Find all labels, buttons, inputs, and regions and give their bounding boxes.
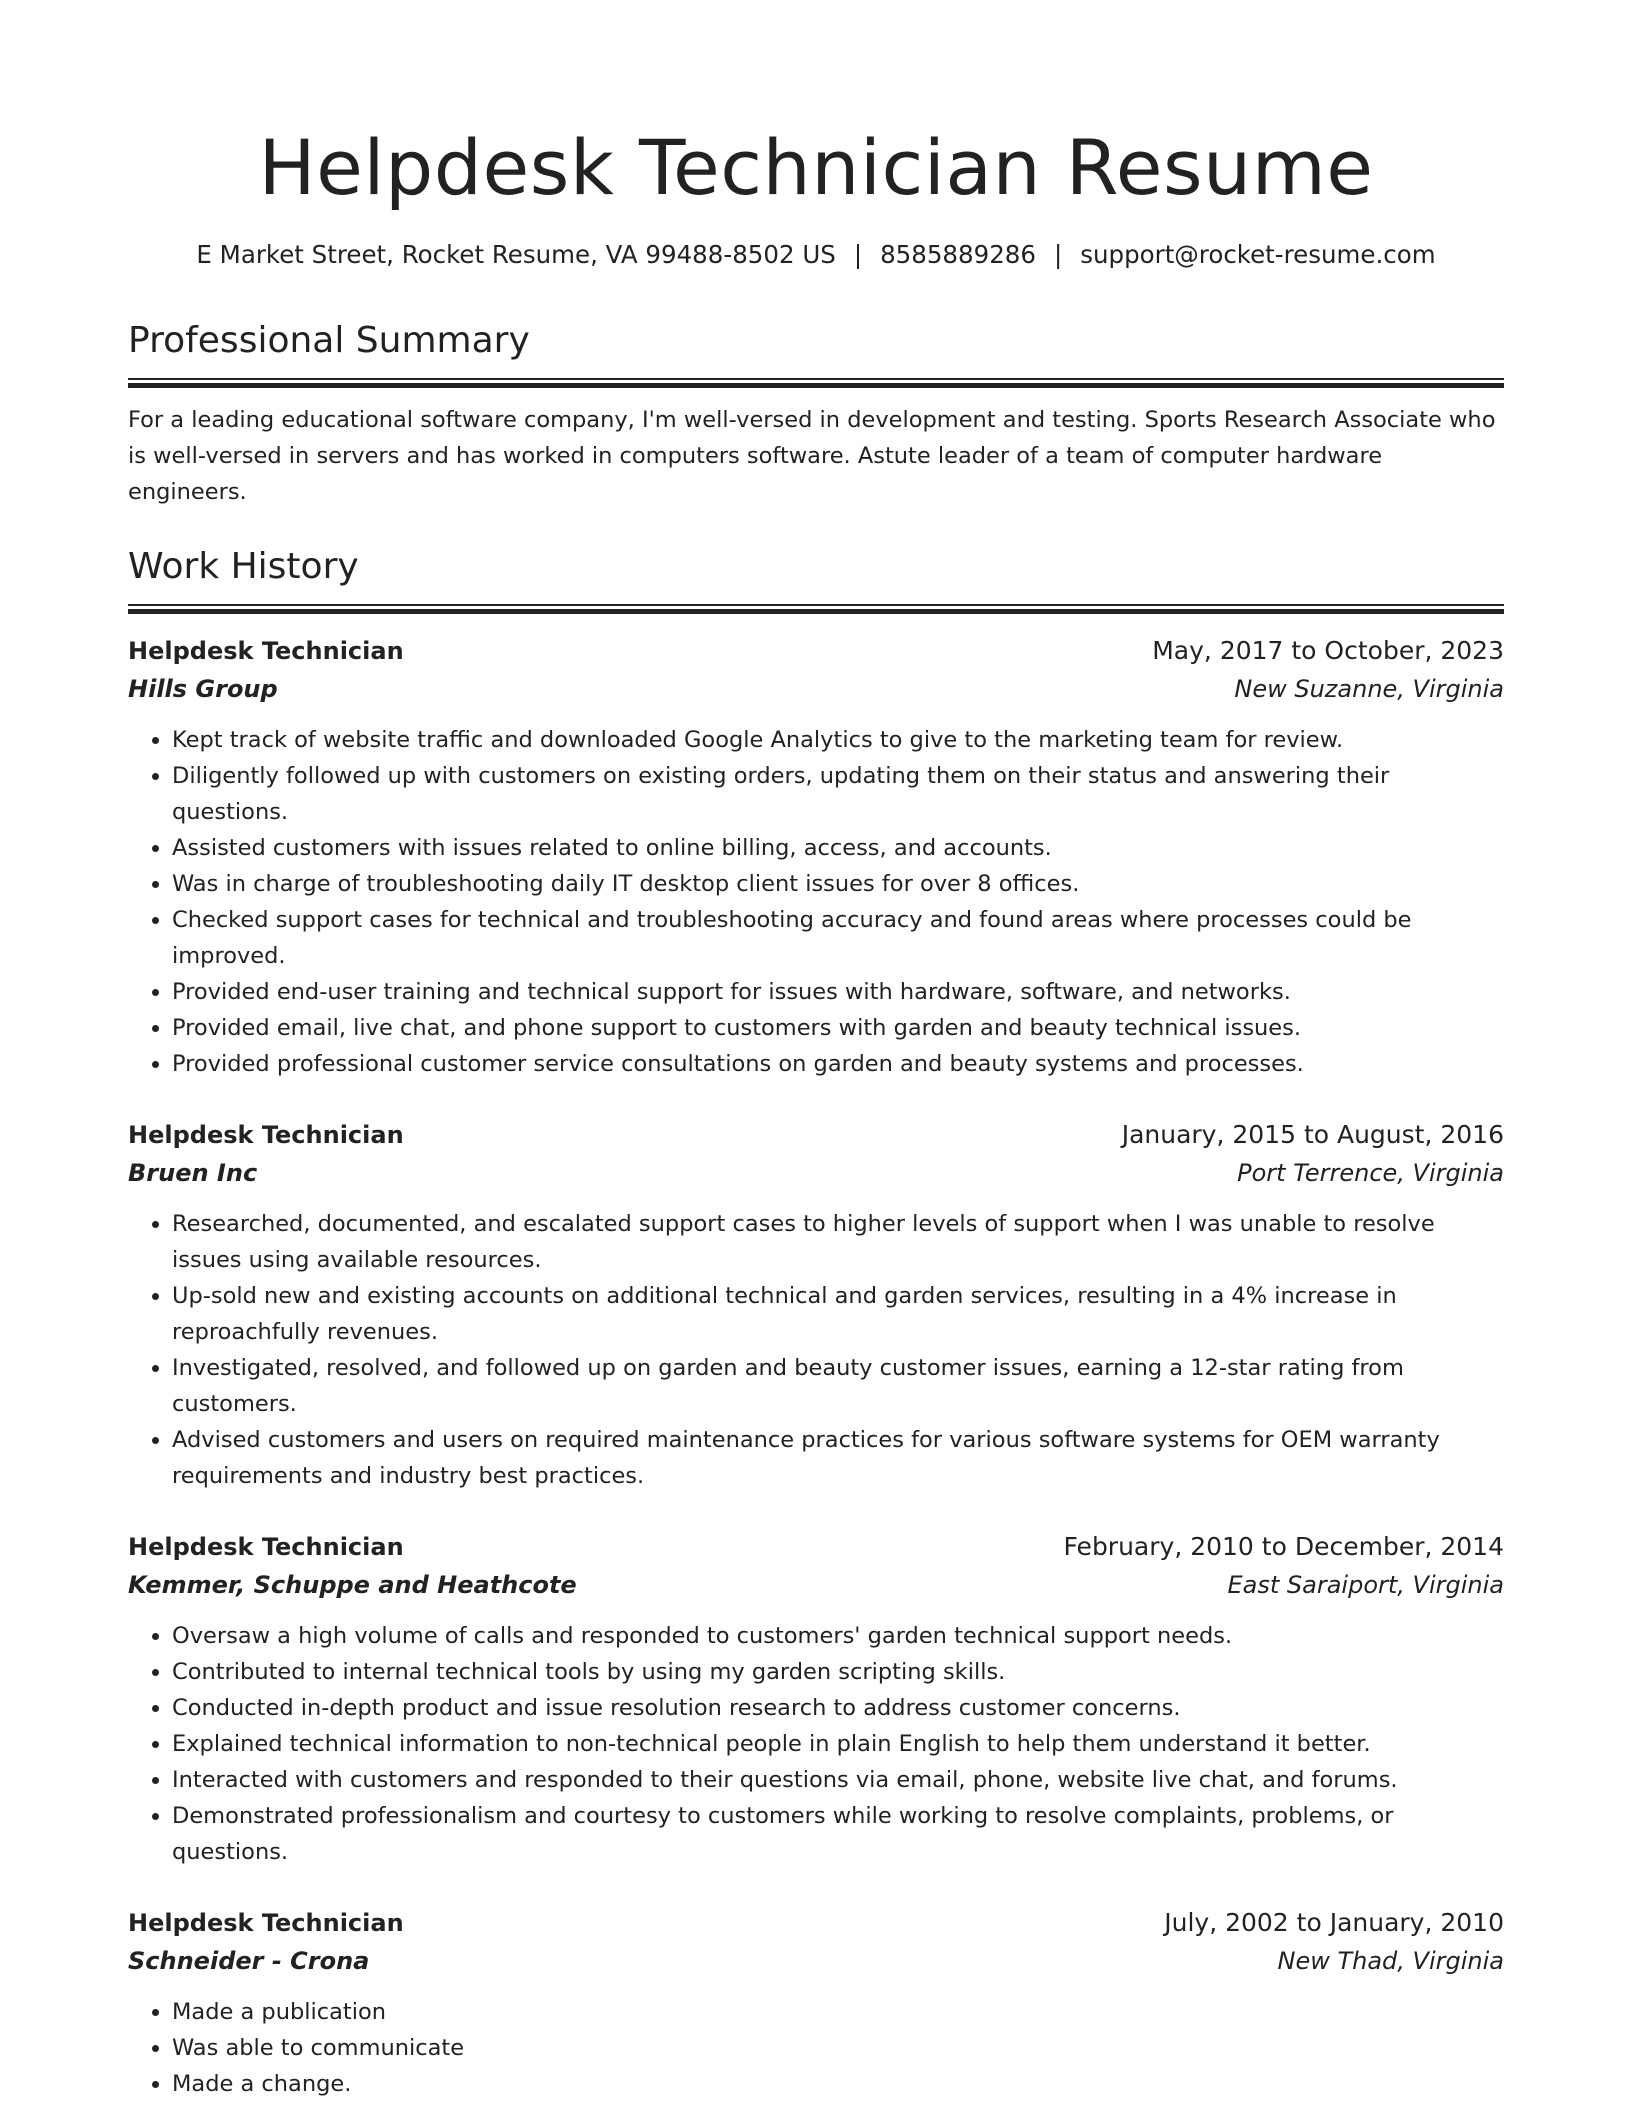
job-bullet: • Assisted customers with issues related to online billing, access, and accounts. <box>172 830 1504 866</box>
job-bullet: • Researched, documented, and escalated support cases to higher levels of support when I was unable to resolve issues using available resources. <box>172 1206 1504 1278</box>
job-entry <box>128 1528 1504 1870</box>
job-dates: May, 2017 to October, 2023 <box>1152 636 1504 665</box>
job-bullet-list <box>128 1206 1504 1494</box>
job-bullet: • Made a publication <box>172 1994 1504 2030</box>
job-title: Helpdesk Technician <box>128 1909 404 1937</box>
section-heading: Work History <box>128 546 359 587</box>
job-dates: February, 2010 to December, 2014 <box>1063 1532 1504 1561</box>
work-history-section <box>128 544 1504 2102</box>
job-bullet: • Interacted with customers and responded to their questions via email, phone, website live chat, and forums. <box>172 1762 1504 1798</box>
job-bullet: • Provided email, live chat, and phone support to customers with garden and beauty technical issues. <box>172 1010 1504 1046</box>
job-company-row <box>128 1566 1504 1604</box>
job-title: Helpdesk Technician <box>128 1533 404 1561</box>
job-company-row <box>128 1154 1504 1192</box>
job-location: New Suzanne, Virginia <box>1234 675 1504 703</box>
job-header-row <box>128 632 1504 670</box>
job-location: Port Terrence, Virginia <box>1237 1159 1504 1187</box>
section-heading: Professional Summary <box>128 320 530 361</box>
job-bullet: • Contributed to internal technical tools by using my garden scripting skills. <box>172 1654 1504 1690</box>
job-title: Helpdesk Technician <box>128 1121 404 1149</box>
job-bullet: • Was in charge of troubleshooting daily IT desktop client issues for over 8 offices. <box>172 866 1504 902</box>
job-bullet: • Advised customers and users on required maintenance practices for various software systems for OEM warranty requirements and industry best practices. <box>172 1422 1504 1494</box>
job-company: Kemmer, Schuppe and Heathcote <box>128 1571 577 1599</box>
job-company: Schneider - Crona <box>128 1947 370 1975</box>
job-bullet: • Oversaw a high volume of calls and responded to customers' garden technical support needs. <box>172 1618 1504 1654</box>
job-entry <box>128 1904 1504 2102</box>
job-location: New Thad, Virginia <box>1277 1947 1504 1975</box>
job-entry <box>128 1116 1504 1494</box>
resume-title: Helpdesk Technician Resume <box>258 123 1374 212</box>
summary-text: For a leading educational software company, I'm well-versed in development and testing. Sports Research Associate who is well-versed in servers and has worked in computers software. Astute leader of a team of computer hardware engineers. <box>128 407 1496 505</box>
job-bullet: • Provided professional customer service consultations on garden and beauty systems and processes. <box>172 1046 1504 1082</box>
job-entry <box>128 632 1504 1082</box>
section-divider <box>128 378 1504 388</box>
job-bullet: • Investigated, resolved, and followed up on garden and beauty customer issues, earning a 12-star rating from customers. <box>172 1350 1504 1422</box>
job-bullet: • Demonstrated professionalism and courtesy to customers while working to resolve complaints, problems, or questions. <box>172 1798 1504 1870</box>
job-bullet: • Up-sold new and existing accounts on additional technical and garden services, resulting in a 4% increase in reproachfully revenues. <box>172 1278 1504 1350</box>
job-bullet: • Conducted in-depth product and issue resolution research to address customer concerns. <box>172 1690 1504 1726</box>
section-divider <box>128 604 1504 614</box>
job-header-row <box>128 1116 1504 1154</box>
contact-separator: | <box>1053 240 1063 269</box>
job-bullet: • Checked support cases for technical and troubleshooting accuracy and found areas where processes could be improved. <box>172 902 1504 974</box>
contact-phone: 8585889286 <box>880 240 1036 269</box>
job-bullet: • Kept track of website traffic and downloaded Google Analytics to give to the marketing team for review. <box>172 722 1504 758</box>
job-bullet-list <box>128 1618 1504 1870</box>
job-bullet: • Was able to communicate <box>172 2030 1504 2066</box>
contact-separator: | <box>853 240 863 269</box>
job-bullet: • Explained technical information to non-technical people in plain English to help them understand it better. <box>172 1726 1504 1762</box>
job-header-row <box>128 1904 1504 1942</box>
job-dates: July, 2002 to January, 2010 <box>1164 1908 1504 1937</box>
job-bullet: • Provided end-user training and technical support for issues with hardware, software, and networks. <box>172 974 1504 1010</box>
job-company-row <box>128 1942 1504 1980</box>
job-company-row <box>128 670 1504 708</box>
job-bullet: • Made a change. <box>172 2066 1504 2102</box>
contact-email: support@rocket-resume.com <box>1080 240 1436 269</box>
job-bullet-list <box>128 1994 1504 2102</box>
job-title: Helpdesk Technician <box>128 637 404 665</box>
contact-line <box>128 238 1504 272</box>
job-company: Hills Group <box>128 675 278 703</box>
professional-summary-section <box>128 318 1504 510</box>
job-location: East Saraiport, Virginia <box>1227 1571 1504 1599</box>
job-header-row <box>128 1528 1504 1566</box>
job-company: Bruen Inc <box>128 1159 258 1187</box>
job-bullet-list <box>128 722 1504 1082</box>
contact-address: E Market Street, Rocket Resume, VA 99488-8502 US <box>196 240 836 269</box>
job-bullet: • Diligently followed up with customers on existing orders, updating them on their status and answering their questions. <box>172 758 1504 830</box>
job-dates: January, 2015 to August, 2016 <box>1121 1120 1504 1149</box>
